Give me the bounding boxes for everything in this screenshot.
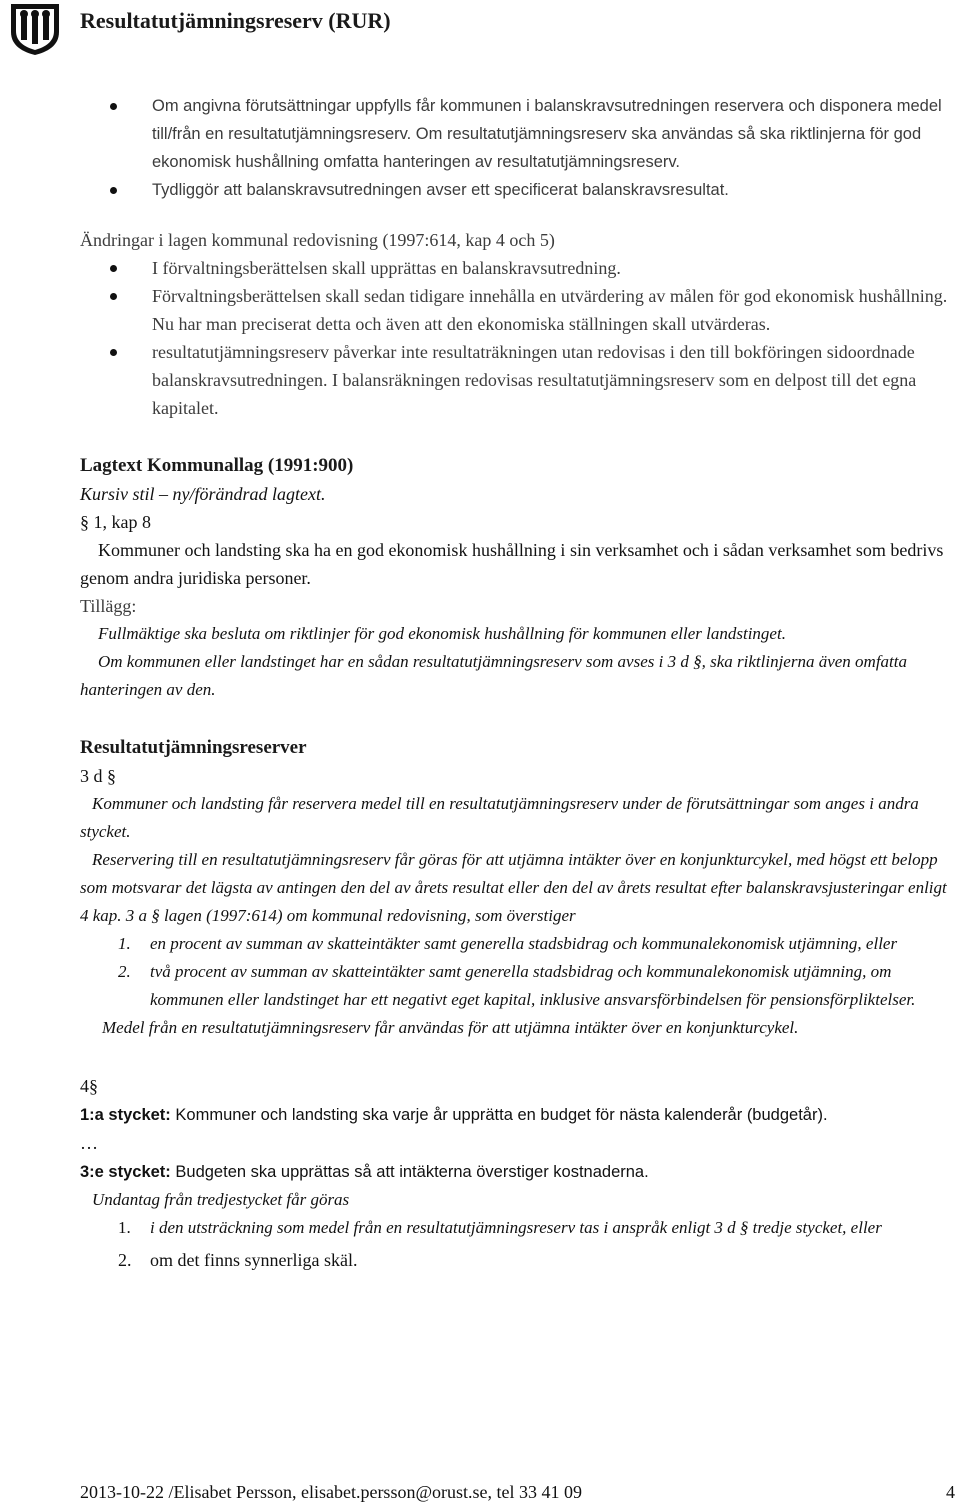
rur-paragraph-3: Medel från en resultatutjämningsreserv får användas för att utjämna intäkter över en konjunkturcykel. <box>102 1018 799 1037</box>
paragraph-label: 1:a stycket: <box>80 1106 171 1124</box>
list-item <box>80 958 955 1014</box>
list-item-text: om det finns synnerliga skäl. <box>150 1250 358 1270</box>
intro-bullet-list <box>80 92 955 204</box>
document-body <box>80 92 955 1274</box>
lagtext-addition-1: Fullmäktige ska besluta om riktlinjer för god ekonomisk hushållning för kommunen eller landstinget. <box>98 624 786 643</box>
changes-heading: Ändringar i lagen kommunal redovisning (1997:614, kap 4 och 5) <box>80 230 555 250</box>
rur-paragraph-1: Kommuner och landsting får reservera medel till en resultatutjämningsreserv under de förutsättningar som anges i andra stycket. <box>80 794 919 841</box>
municipality-logo-icon <box>5 2 65 56</box>
rur-ref: 3 d § <box>80 766 116 786</box>
section-4-paragraph-3 <box>80 1157 955 1186</box>
list-item: Förvaltningsberättelsen skall sedan tidigare innehålla en utvärdering av målen för god ekonomisk hushållning. Nu har man preciserat detta och även att den ekonomiska ställningen skall utvärderas. <box>80 282 955 338</box>
rur-heading: Resultatutjämningsreserver <box>80 737 307 758</box>
footer-text: 2013-10-22 /Elisabet Persson, elisabet.persson@orust.se, tel 33 41 09 <box>80 1482 583 1502</box>
paragraph-text: Kommuner och landsting ska varje år upprätta en budget för nästa kalenderår (budgetår). <box>170 1106 828 1124</box>
page-title: Resultatutjämningsreserv (RUR) <box>80 8 391 33</box>
rur-numbered-list <box>80 930 955 1014</box>
list-item: Om angivna förutsättningar uppfylls får kommunen i balanskravsutredningen reservera och disponera medel till/från en resultatutjämningsreserv. Om resultatutjämningsreserv ska användas så ska riktlinjerna för god ekonomisk hushållning omfatta hanteringen av resultatutjämningsreserv. <box>80 92 955 176</box>
lagtext-addition-label: Tillägg: <box>80 596 137 616</box>
list-item-text: två procent av summan av skatteintäkter samt generella stadsbidrag och kommunalekonomisk utjämning, om kommunen eller landstinget har ett negativt eget kapital, inklusive ansvarsförbindelsen för pensionsförpliktelser. <box>150 962 916 1009</box>
section-4-exception: Undantag från tredjestycket får göras <box>92 1190 350 1209</box>
list-item-text: en procent av summan av skatteintäkter samt generella stadsbidrag och kommunalekonomisk utjämning, eller <box>150 934 898 953</box>
list-item <box>80 1214 955 1242</box>
paragraph-text: Budgeten ska upprättas så att intäkterna överstiger kostnaderna. <box>170 1163 649 1181</box>
list-item-number: 2. <box>118 962 131 981</box>
lagtext-addition-2: Om kommunen eller landstinget har en sådan resultatutjämningsreserv som avses i 3 d §, ska riktlinjerna även omfatta hanteringen av den. <box>80 652 907 699</box>
list-item <box>80 1246 955 1274</box>
list-item-number: 1. <box>118 1218 131 1237</box>
lagtext-heading: Lagtext Kommunallag (1991:900) <box>80 455 354 476</box>
list-item-number: 2. <box>118 1250 132 1270</box>
section-4-ellipsis: … <box>80 1133 98 1153</box>
list-item-text: i den utsträckning som medel från en resultatutjämningsreserv tas i anspråk enligt 3 d § tredje stycket, eller <box>150 1218 882 1237</box>
section-4-ref: 4§ <box>80 1076 98 1096</box>
section-4-numbered-list <box>80 1214 955 1274</box>
list-item: resultatutjämningsreserv påverkar inte resultaträkningen utan redovisas i den till bokföringen sidoordnade balanskravsutredningen. I balansräkningen redovisas resultatutjämningsreserv som en delpost till det egna kapitalet. <box>80 338 955 422</box>
list-item: Tydliggör att balanskravsutredningen avser ett specificerat balanskravsresultat. <box>80 176 955 204</box>
rur-paragraph-2: Reservering till en resultatutjämningsreserv får göras för att utjämna intäkter över en konjunkturcykel, med högst ett belopp som motsvarar det lägsta av antingen den del av årets resultat eller den del av årets resultat efter balanskravsjusteringar enligt 4 kap. 3 a § lagen (1997:614) om kommunal redovisning, som överstiger <box>80 850 947 925</box>
paragraph-label: 3:e stycket: <box>80 1163 171 1181</box>
lagtext-ref: § 1, kap 8 <box>80 512 151 532</box>
lagtext-note: Kursiv stil – ny/förändrad lagtext. <box>80 484 326 504</box>
list-item: I förvaltningsberättelsen skall upprättas en balanskravsutredning. <box>80 254 955 282</box>
section-4-paragraph-1 <box>80 1100 955 1129</box>
changes-bullet-list <box>80 254 955 422</box>
list-item <box>80 930 955 958</box>
page-header <box>0 0 960 60</box>
lagtext-text: Kommuner och landsting ska ha en god ekonomisk hushållning i sin verksamhet och i sådan verksamhet som bedrivs genom andra juridiska personer. <box>80 540 944 588</box>
list-item-number: 1. <box>118 934 131 953</box>
page-number: 4 <box>946 1482 955 1502</box>
